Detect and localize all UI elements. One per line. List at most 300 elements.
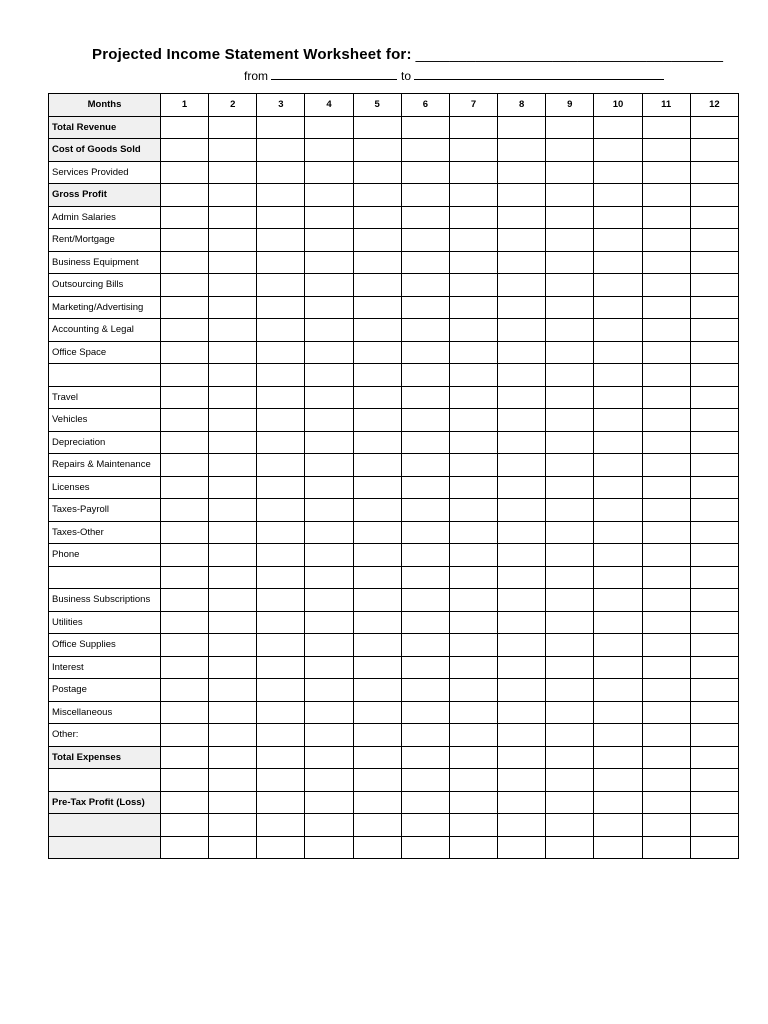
entry-cell[interactable] xyxy=(498,161,546,184)
entry-cell[interactable] xyxy=(305,566,353,589)
entry-cell[interactable] xyxy=(498,521,546,544)
entry-cell[interactable] xyxy=(498,341,546,364)
entry-cell[interactable] xyxy=(353,274,401,297)
entry-cell[interactable] xyxy=(161,454,209,477)
entry-cell[interactable] xyxy=(594,724,642,747)
entry-cell[interactable] xyxy=(546,386,594,409)
entry-cell[interactable] xyxy=(642,589,690,612)
entry-cell[interactable] xyxy=(642,476,690,499)
entry-cell[interactable] xyxy=(690,679,738,702)
entry-cell[interactable] xyxy=(498,544,546,567)
entry-cell[interactable] xyxy=(257,769,305,792)
entry-cell[interactable] xyxy=(401,656,449,679)
entry-cell[interactable] xyxy=(546,319,594,342)
entry-cell[interactable] xyxy=(690,814,738,837)
entry-cell[interactable] xyxy=(401,701,449,724)
from-date-blank[interactable] xyxy=(271,68,397,80)
entry-cell[interactable] xyxy=(498,364,546,387)
entry-cell[interactable] xyxy=(209,431,257,454)
entry-cell[interactable] xyxy=(209,296,257,319)
entry-cell[interactable] xyxy=(642,679,690,702)
entry-cell[interactable] xyxy=(594,656,642,679)
entry-cell[interactable] xyxy=(209,161,257,184)
entry-cell[interactable] xyxy=(546,139,594,162)
entry-cell[interactable] xyxy=(449,409,497,432)
entry-cell[interactable] xyxy=(305,364,353,387)
entry-cell[interactable] xyxy=(401,566,449,589)
entry-cell[interactable] xyxy=(305,341,353,364)
entry-cell[interactable] xyxy=(642,229,690,252)
entry-cell[interactable] xyxy=(690,499,738,522)
entry-cell[interactable] xyxy=(690,341,738,364)
entry-cell[interactable] xyxy=(642,184,690,207)
entry-cell[interactable] xyxy=(161,679,209,702)
entry-cell[interactable] xyxy=(257,679,305,702)
entry-cell[interactable] xyxy=(353,341,401,364)
entry-cell[interactable] xyxy=(690,634,738,657)
entry-cell[interactable] xyxy=(642,656,690,679)
entry-cell[interactable] xyxy=(209,409,257,432)
entry-cell[interactable] xyxy=(305,139,353,162)
entry-cell[interactable] xyxy=(546,611,594,634)
entry-cell[interactable] xyxy=(353,679,401,702)
entry-cell[interactable] xyxy=(594,634,642,657)
entry-cell[interactable] xyxy=(161,161,209,184)
entry-cell[interactable] xyxy=(642,319,690,342)
entry-cell[interactable] xyxy=(401,341,449,364)
entry-cell[interactable] xyxy=(546,566,594,589)
entry-cell[interactable] xyxy=(305,409,353,432)
entry-cell[interactable] xyxy=(546,679,594,702)
entry-cell[interactable] xyxy=(161,431,209,454)
entry-cell[interactable] xyxy=(353,746,401,769)
entry-cell[interactable] xyxy=(161,409,209,432)
entry-cell[interactable] xyxy=(642,634,690,657)
entry-cell[interactable] xyxy=(498,701,546,724)
entry-cell[interactable] xyxy=(305,386,353,409)
entry-cell[interactable] xyxy=(594,296,642,319)
entry-cell[interactable] xyxy=(594,206,642,229)
entry-cell[interactable] xyxy=(209,499,257,522)
entry-cell[interactable] xyxy=(594,386,642,409)
title-blank-line[interactable]: ____________________________________ xyxy=(415,46,724,63)
entry-cell[interactable] xyxy=(546,454,594,477)
entry-cell[interactable] xyxy=(257,139,305,162)
entry-cell[interactable] xyxy=(449,836,497,859)
entry-cell[interactable] xyxy=(209,476,257,499)
entry-cell[interactable] xyxy=(161,769,209,792)
entry-cell[interactable] xyxy=(161,791,209,814)
entry-cell[interactable] xyxy=(498,499,546,522)
entry-cell[interactable] xyxy=(353,431,401,454)
entry-cell[interactable] xyxy=(449,319,497,342)
entry-cell[interactable] xyxy=(594,319,642,342)
entry-cell[interactable] xyxy=(642,521,690,544)
entry-cell[interactable] xyxy=(401,544,449,567)
entry-cell[interactable] xyxy=(449,634,497,657)
entry-cell[interactable] xyxy=(401,769,449,792)
entry-cell[interactable] xyxy=(305,634,353,657)
entry-cell[interactable] xyxy=(401,476,449,499)
entry-cell[interactable] xyxy=(690,409,738,432)
entry-cell[interactable] xyxy=(690,296,738,319)
entry-cell[interactable] xyxy=(257,386,305,409)
entry-cell[interactable] xyxy=(353,814,401,837)
entry-cell[interactable] xyxy=(642,791,690,814)
entry-cell[interactable] xyxy=(305,544,353,567)
entry-cell[interactable] xyxy=(161,296,209,319)
entry-cell[interactable] xyxy=(161,521,209,544)
entry-cell[interactable] xyxy=(690,206,738,229)
entry-cell[interactable] xyxy=(546,229,594,252)
entry-cell[interactable] xyxy=(353,724,401,747)
entry-cell[interactable] xyxy=(690,274,738,297)
entry-cell[interactable] xyxy=(353,161,401,184)
entry-cell[interactable] xyxy=(305,296,353,319)
entry-cell[interactable] xyxy=(690,476,738,499)
entry-cell[interactable] xyxy=(594,746,642,769)
entry-cell[interactable] xyxy=(353,521,401,544)
entry-cell[interactable] xyxy=(498,184,546,207)
entry-cell[interactable] xyxy=(498,634,546,657)
entry-cell[interactable] xyxy=(353,791,401,814)
entry-cell[interactable] xyxy=(498,724,546,747)
entry-cell[interactable] xyxy=(209,229,257,252)
entry-cell[interactable] xyxy=(690,521,738,544)
entry-cell[interactable] xyxy=(594,161,642,184)
entry-cell[interactable] xyxy=(498,386,546,409)
entry-cell[interactable] xyxy=(305,791,353,814)
entry-cell[interactable] xyxy=(498,206,546,229)
entry-cell[interactable] xyxy=(257,364,305,387)
entry-cell[interactable] xyxy=(401,364,449,387)
entry-cell[interactable] xyxy=(401,814,449,837)
entry-cell[interactable] xyxy=(401,319,449,342)
entry-cell[interactable] xyxy=(305,611,353,634)
entry-cell[interactable] xyxy=(449,139,497,162)
entry-cell[interactable] xyxy=(401,386,449,409)
entry-cell[interactable] xyxy=(498,454,546,477)
entry-cell[interactable] xyxy=(642,206,690,229)
entry-cell[interactable] xyxy=(353,701,401,724)
entry-cell[interactable] xyxy=(546,746,594,769)
entry-cell[interactable] xyxy=(209,611,257,634)
entry-cell[interactable] xyxy=(594,139,642,162)
entry-cell[interactable] xyxy=(257,341,305,364)
entry-cell[interactable] xyxy=(353,499,401,522)
entry-cell[interactable] xyxy=(353,364,401,387)
entry-cell[interactable] xyxy=(449,746,497,769)
entry-cell[interactable] xyxy=(498,139,546,162)
entry-cell[interactable] xyxy=(642,724,690,747)
entry-cell[interactable] xyxy=(449,814,497,837)
entry-cell[interactable] xyxy=(305,161,353,184)
entry-cell[interactable] xyxy=(642,746,690,769)
entry-cell[interactable] xyxy=(449,791,497,814)
entry-cell[interactable] xyxy=(449,611,497,634)
entry-cell[interactable] xyxy=(353,319,401,342)
entry-cell[interactable] xyxy=(594,476,642,499)
entry-cell[interactable] xyxy=(498,679,546,702)
entry-cell[interactable] xyxy=(257,634,305,657)
entry-cell[interactable] xyxy=(642,386,690,409)
entry-cell[interactable] xyxy=(690,769,738,792)
entry-cell[interactable] xyxy=(257,319,305,342)
entry-cell[interactable] xyxy=(401,746,449,769)
entry-cell[interactable] xyxy=(498,251,546,274)
entry-cell[interactable] xyxy=(449,724,497,747)
entry-cell[interactable] xyxy=(209,679,257,702)
entry-cell[interactable] xyxy=(257,476,305,499)
entry-cell[interactable] xyxy=(594,836,642,859)
entry-cell[interactable] xyxy=(209,274,257,297)
entry-cell[interactable] xyxy=(642,701,690,724)
entry-cell[interactable] xyxy=(546,724,594,747)
entry-cell[interactable] xyxy=(594,791,642,814)
entry-cell[interactable] xyxy=(449,589,497,612)
entry-cell[interactable] xyxy=(594,499,642,522)
entry-cell[interactable] xyxy=(305,274,353,297)
entry-cell[interactable] xyxy=(401,139,449,162)
entry-cell[interactable] xyxy=(257,409,305,432)
entry-cell[interactable] xyxy=(546,769,594,792)
entry-cell[interactable] xyxy=(161,611,209,634)
entry-cell[interactable] xyxy=(594,679,642,702)
entry-cell[interactable] xyxy=(594,769,642,792)
entry-cell[interactable] xyxy=(498,409,546,432)
entry-cell[interactable] xyxy=(161,836,209,859)
entry-cell[interactable] xyxy=(209,364,257,387)
entry-cell[interactable] xyxy=(305,679,353,702)
entry-cell[interactable] xyxy=(594,251,642,274)
entry-cell[interactable] xyxy=(401,791,449,814)
entry-cell[interactable] xyxy=(401,251,449,274)
entry-cell[interactable] xyxy=(690,656,738,679)
entry-cell[interactable] xyxy=(690,746,738,769)
entry-cell[interactable] xyxy=(401,116,449,139)
entry-cell[interactable] xyxy=(546,296,594,319)
entry-cell[interactable] xyxy=(305,589,353,612)
entry-cell[interactable] xyxy=(257,251,305,274)
entry-cell[interactable] xyxy=(546,364,594,387)
entry-cell[interactable] xyxy=(690,319,738,342)
entry-cell[interactable] xyxy=(209,386,257,409)
entry-cell[interactable] xyxy=(642,296,690,319)
entry-cell[interactable] xyxy=(353,476,401,499)
entry-cell[interactable] xyxy=(161,746,209,769)
entry-cell[interactable] xyxy=(401,161,449,184)
entry-cell[interactable] xyxy=(305,499,353,522)
entry-cell[interactable] xyxy=(257,746,305,769)
entry-cell[interactable] xyxy=(498,589,546,612)
entry-cell[interactable] xyxy=(690,431,738,454)
entry-cell[interactable] xyxy=(209,589,257,612)
entry-cell[interactable] xyxy=(257,296,305,319)
entry-cell[interactable] xyxy=(546,409,594,432)
entry-cell[interactable] xyxy=(498,296,546,319)
entry-cell[interactable] xyxy=(209,656,257,679)
entry-cell[interactable] xyxy=(257,544,305,567)
entry-cell[interactable] xyxy=(209,544,257,567)
entry-cell[interactable] xyxy=(353,206,401,229)
entry-cell[interactable] xyxy=(401,521,449,544)
entry-cell[interactable] xyxy=(161,364,209,387)
entry-cell[interactable] xyxy=(449,454,497,477)
entry-cell[interactable] xyxy=(546,836,594,859)
entry-cell[interactable] xyxy=(305,656,353,679)
entry-cell[interactable] xyxy=(690,161,738,184)
entry-cell[interactable] xyxy=(257,184,305,207)
entry-cell[interactable] xyxy=(642,139,690,162)
entry-cell[interactable] xyxy=(498,836,546,859)
entry-cell[interactable] xyxy=(257,724,305,747)
entry-cell[interactable] xyxy=(690,229,738,252)
entry-cell[interactable] xyxy=(690,454,738,477)
entry-cell[interactable] xyxy=(161,589,209,612)
entry-cell[interactable] xyxy=(690,251,738,274)
entry-cell[interactable] xyxy=(209,139,257,162)
entry-cell[interactable] xyxy=(401,184,449,207)
entry-cell[interactable] xyxy=(594,454,642,477)
entry-cell[interactable] xyxy=(642,769,690,792)
entry-cell[interactable] xyxy=(161,476,209,499)
entry-cell[interactable] xyxy=(642,499,690,522)
entry-cell[interactable] xyxy=(353,589,401,612)
entry-cell[interactable] xyxy=(353,656,401,679)
entry-cell[interactable] xyxy=(449,701,497,724)
entry-cell[interactable] xyxy=(449,679,497,702)
entry-cell[interactable] xyxy=(546,476,594,499)
entry-cell[interactable] xyxy=(546,341,594,364)
entry-cell[interactable] xyxy=(449,544,497,567)
entry-cell[interactable] xyxy=(690,589,738,612)
entry-cell[interactable] xyxy=(690,611,738,634)
entry-cell[interactable] xyxy=(642,116,690,139)
entry-cell[interactable] xyxy=(449,476,497,499)
entry-cell[interactable] xyxy=(161,319,209,342)
entry-cell[interactable] xyxy=(401,296,449,319)
entry-cell[interactable] xyxy=(209,521,257,544)
entry-cell[interactable] xyxy=(305,184,353,207)
entry-cell[interactable] xyxy=(401,229,449,252)
entry-cell[interactable] xyxy=(401,634,449,657)
entry-cell[interactable] xyxy=(257,161,305,184)
entry-cell[interactable] xyxy=(594,814,642,837)
entry-cell[interactable] xyxy=(257,206,305,229)
entry-cell[interactable] xyxy=(353,566,401,589)
entry-cell[interactable] xyxy=(498,814,546,837)
entry-cell[interactable] xyxy=(449,769,497,792)
entry-cell[interactable] xyxy=(257,274,305,297)
entry-cell[interactable] xyxy=(161,634,209,657)
entry-cell[interactable] xyxy=(209,206,257,229)
entry-cell[interactable] xyxy=(449,566,497,589)
entry-cell[interactable] xyxy=(161,251,209,274)
entry-cell[interactable] xyxy=(594,116,642,139)
entry-cell[interactable] xyxy=(161,229,209,252)
entry-cell[interactable] xyxy=(401,499,449,522)
entry-cell[interactable] xyxy=(209,184,257,207)
entry-cell[interactable] xyxy=(401,679,449,702)
entry-cell[interactable] xyxy=(690,184,738,207)
entry-cell[interactable] xyxy=(161,544,209,567)
entry-cell[interactable] xyxy=(209,746,257,769)
entry-cell[interactable] xyxy=(642,431,690,454)
entry-cell[interactable] xyxy=(642,161,690,184)
entry-cell[interactable] xyxy=(449,251,497,274)
entry-cell[interactable] xyxy=(353,769,401,792)
entry-cell[interactable] xyxy=(594,364,642,387)
entry-cell[interactable] xyxy=(546,116,594,139)
entry-cell[interactable] xyxy=(546,184,594,207)
entry-cell[interactable] xyxy=(449,521,497,544)
entry-cell[interactable] xyxy=(498,791,546,814)
entry-cell[interactable] xyxy=(305,724,353,747)
entry-cell[interactable] xyxy=(161,341,209,364)
entry-cell[interactable] xyxy=(209,566,257,589)
entry-cell[interactable] xyxy=(209,251,257,274)
entry-cell[interactable] xyxy=(594,566,642,589)
entry-cell[interactable] xyxy=(353,634,401,657)
entry-cell[interactable] xyxy=(257,116,305,139)
entry-cell[interactable] xyxy=(642,814,690,837)
to-date-blank[interactable] xyxy=(414,68,664,80)
entry-cell[interactable] xyxy=(690,139,738,162)
entry-cell[interactable] xyxy=(594,431,642,454)
entry-cell[interactable] xyxy=(594,229,642,252)
entry-cell[interactable] xyxy=(209,634,257,657)
entry-cell[interactable] xyxy=(161,184,209,207)
entry-cell[interactable] xyxy=(449,206,497,229)
entry-cell[interactable] xyxy=(546,634,594,657)
entry-cell[interactable] xyxy=(546,589,594,612)
entry-cell[interactable] xyxy=(209,769,257,792)
entry-cell[interactable] xyxy=(353,386,401,409)
entry-cell[interactable] xyxy=(498,746,546,769)
entry-cell[interactable] xyxy=(161,499,209,522)
entry-cell[interactable] xyxy=(642,566,690,589)
entry-cell[interactable] xyxy=(449,341,497,364)
entry-cell[interactable] xyxy=(690,364,738,387)
entry-cell[interactable] xyxy=(594,341,642,364)
entry-cell[interactable] xyxy=(690,566,738,589)
entry-cell[interactable] xyxy=(642,409,690,432)
entry-cell[interactable] xyxy=(401,724,449,747)
entry-cell[interactable] xyxy=(353,611,401,634)
entry-cell[interactable] xyxy=(161,701,209,724)
entry-cell[interactable] xyxy=(161,386,209,409)
entry-cell[interactable] xyxy=(161,724,209,747)
entry-cell[interactable] xyxy=(498,274,546,297)
entry-cell[interactable] xyxy=(546,544,594,567)
entry-cell[interactable] xyxy=(498,476,546,499)
entry-cell[interactable] xyxy=(401,274,449,297)
entry-cell[interactable] xyxy=(642,544,690,567)
entry-cell[interactable] xyxy=(546,521,594,544)
entry-cell[interactable] xyxy=(305,769,353,792)
entry-cell[interactable] xyxy=(209,341,257,364)
entry-cell[interactable] xyxy=(594,274,642,297)
entry-cell[interactable] xyxy=(546,431,594,454)
entry-cell[interactable] xyxy=(546,701,594,724)
entry-cell[interactable] xyxy=(209,319,257,342)
entry-cell[interactable] xyxy=(690,544,738,567)
entry-cell[interactable] xyxy=(257,701,305,724)
entry-cell[interactable] xyxy=(642,251,690,274)
entry-cell[interactable] xyxy=(546,206,594,229)
entry-cell[interactable] xyxy=(161,814,209,837)
entry-cell[interactable] xyxy=(209,814,257,837)
